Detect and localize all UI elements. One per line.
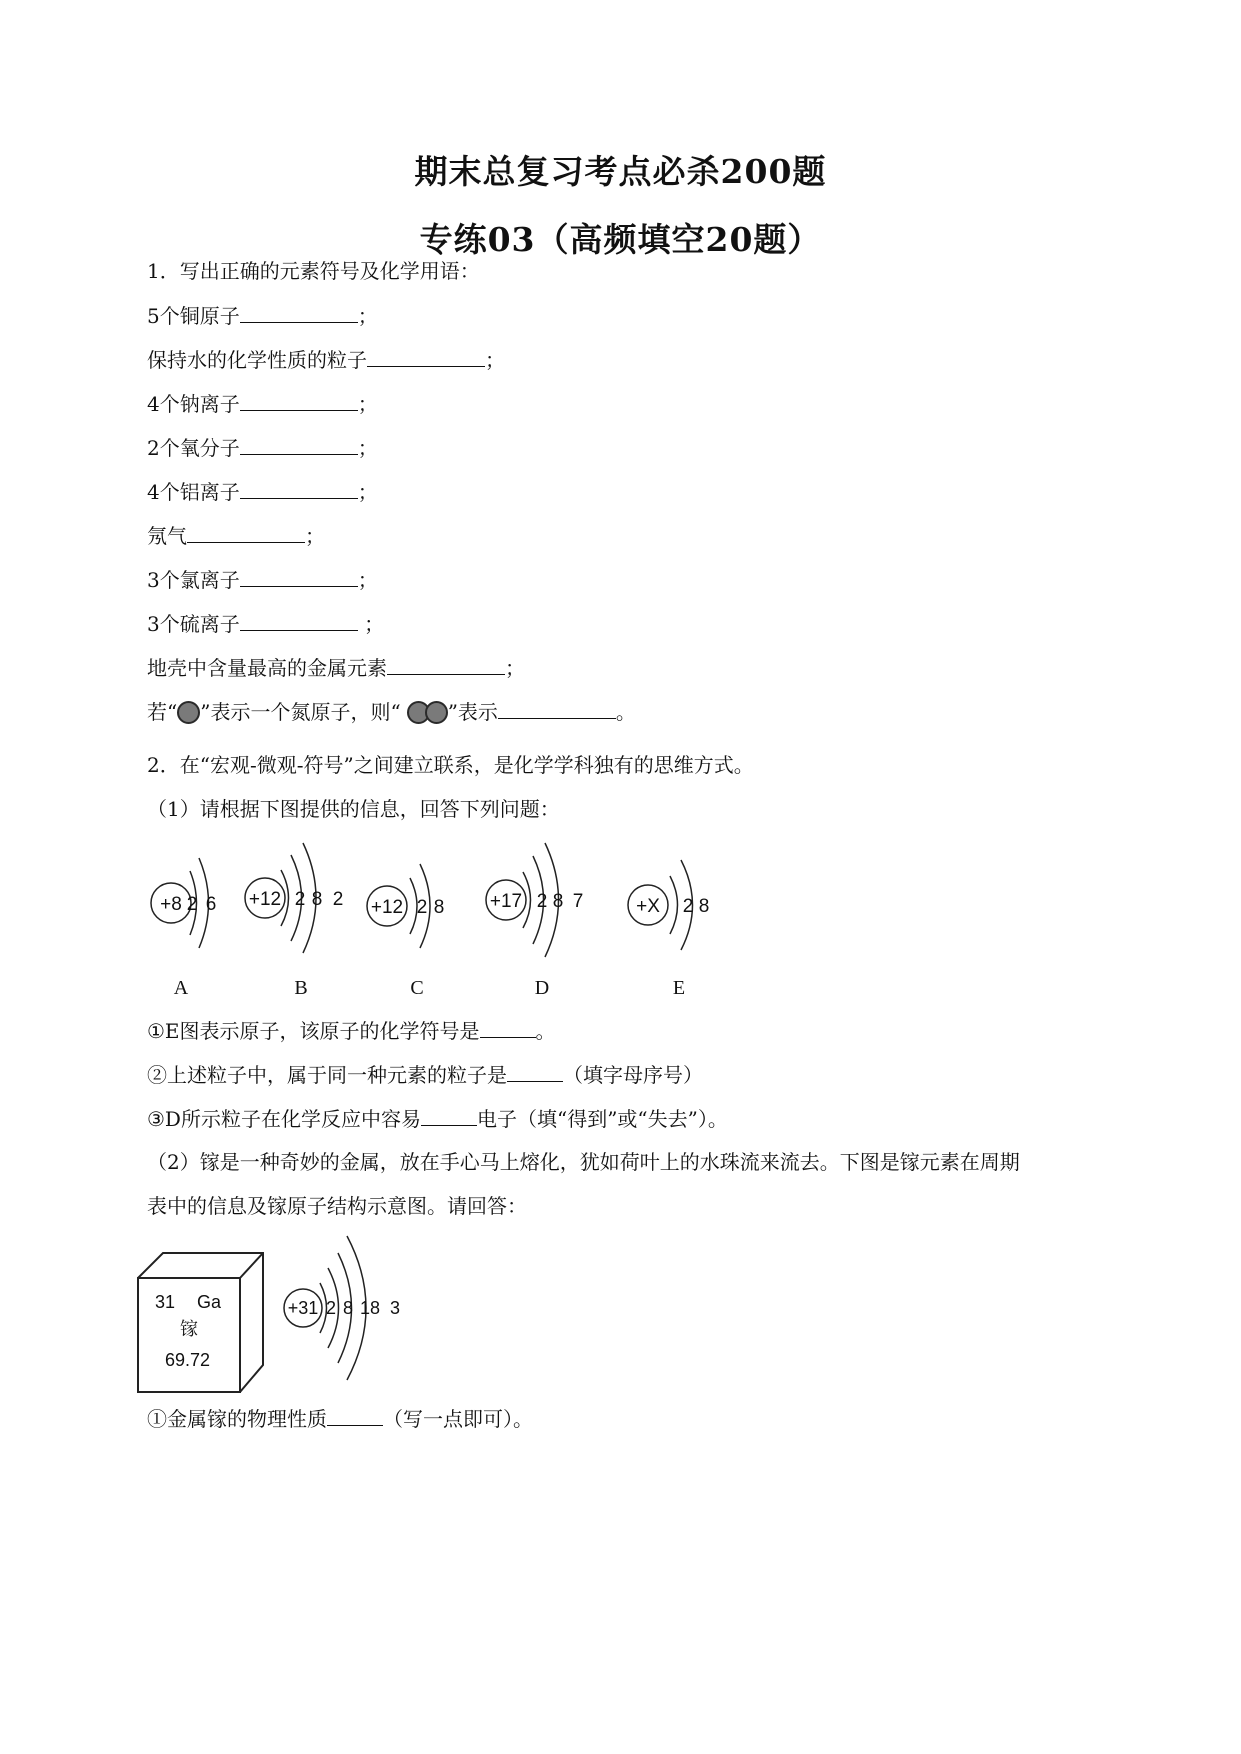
atomic-mass: 69.72 bbox=[165, 1350, 211, 1370]
nucleus-charge: +12 bbox=[248, 889, 282, 910]
q2-sub-3: ③D所示粒子在化学反应中容易 电子（填“得到”或“失去”）。 bbox=[147, 1107, 728, 1131]
q1-item-5: 4个铝离子 ； bbox=[147, 480, 378, 504]
nitrogen-atom-icon bbox=[177, 701, 200, 724]
q1-item-3: 4个钠离子 ； bbox=[147, 392, 378, 416]
q2-sub-2: ②上述粒子中，属于同一种元素的粒子是 （填字母序号） bbox=[147, 1063, 703, 1087]
shell-electrons: 3 bbox=[389, 1298, 401, 1318]
q1-item-10: 若“ ”表示一个氮原子，则“ ”表示 。 bbox=[147, 700, 636, 724]
answer-blank[interactable] bbox=[187, 522, 305, 543]
answer-blank[interactable] bbox=[507, 1061, 563, 1082]
element-symbol: Ga bbox=[197, 1292, 222, 1312]
atomic-number: 31 bbox=[155, 1292, 176, 1312]
question-2-part-1: （1）请根据下图提供的信息，回答下列问题： bbox=[147, 797, 560, 821]
diagram-label: E bbox=[672, 977, 686, 999]
q1-item-9: 地壳中含量最高的金属元素 ； bbox=[147, 656, 525, 680]
shell-electrons: 8 bbox=[433, 897, 445, 918]
answer-blank[interactable] bbox=[480, 1017, 536, 1038]
shell-electrons: 18 bbox=[359, 1298, 381, 1318]
shell-electrons: 6 bbox=[205, 894, 217, 915]
shell-electrons: 2 bbox=[536, 891, 548, 912]
question-2-part-2-line-1: （2）镓是一种奇妙的金属，放在手心马上熔化，犹如荷叶上的水珠流来流去。下图是镓元素在周期 bbox=[147, 1150, 1020, 1174]
answer-blank[interactable] bbox=[498, 698, 616, 719]
answer-blank[interactable] bbox=[387, 654, 505, 675]
nucleus-charge: +31 bbox=[287, 1298, 319, 1318]
nitrogen-atom-icon bbox=[425, 701, 448, 724]
diagram-label: A bbox=[173, 977, 189, 999]
shell-electrons: 2 bbox=[325, 1298, 337, 1318]
atom-structure-diagrams bbox=[140, 828, 820, 1008]
q1-item-2: 保持水的化学性质的粒子 ； bbox=[147, 348, 505, 372]
answer-blank[interactable] bbox=[421, 1105, 477, 1126]
nucleus-charge: +X bbox=[636, 896, 660, 917]
diagram-label: B bbox=[294, 977, 308, 999]
answer-blank[interactable] bbox=[240, 302, 358, 323]
shell-electrons: 8 bbox=[342, 1298, 354, 1318]
shell-electrons: 7 bbox=[572, 891, 584, 912]
question-1-stem: 1．写出正确的元素符号及化学用语： bbox=[147, 259, 480, 283]
page-title: 期末总复习考点必杀200题 bbox=[414, 152, 827, 191]
q2-sub-1: ①E图表示原子，该原子的化学符号是 。 bbox=[147, 1019, 556, 1043]
shell-electrons: 2 bbox=[416, 897, 428, 918]
shell-electrons: 8 bbox=[552, 891, 564, 912]
answer-blank[interactable] bbox=[367, 346, 485, 367]
shell-electrons: 2 bbox=[186, 894, 198, 915]
q1-item-4: 2个氧分子 ； bbox=[147, 436, 378, 460]
question-2-part-2-line-2: 表中的信息及镓原子结构示意图。请回答： bbox=[147, 1194, 527, 1218]
answer-blank[interactable] bbox=[240, 610, 358, 631]
question-2-stem: 2．在“宏观-微观-符号”之间建立联系，是化学学科独有的思维方式。 bbox=[147, 753, 754, 777]
nucleus-charge: +8 bbox=[160, 894, 182, 915]
shell-electrons: 2 bbox=[332, 889, 344, 910]
element-cube bbox=[138, 1253, 263, 1392]
answer-blank[interactable] bbox=[327, 1405, 383, 1426]
shell-electrons: 2 bbox=[294, 889, 306, 910]
answer-blank[interactable] bbox=[240, 566, 358, 587]
nucleus-charge: +17 bbox=[489, 891, 523, 912]
q1-item-8: 3个硫离子 ； bbox=[147, 612, 385, 636]
shell-electrons: 8 bbox=[698, 896, 710, 917]
answer-blank[interactable] bbox=[240, 478, 358, 499]
page-subtitle: 专练03（高频填空20题） bbox=[419, 220, 822, 259]
q1-item-6: 氖气 ； bbox=[147, 524, 325, 548]
element-name: 镓 bbox=[180, 1319, 198, 1339]
answer-blank[interactable] bbox=[240, 390, 358, 411]
shell-electrons: 2 bbox=[682, 896, 694, 917]
q1-item-7: 3个氯离子 ； bbox=[147, 568, 378, 592]
q2-sub-4: ①金属镓的物理性质 （写一点即可）。 bbox=[147, 1407, 533, 1431]
shell-electrons: 8 bbox=[311, 889, 323, 910]
nucleus-charge: +12 bbox=[370, 897, 404, 918]
answer-blank[interactable] bbox=[240, 434, 358, 455]
diagram-label: C bbox=[410, 977, 424, 999]
diagram-label: D bbox=[534, 977, 550, 999]
q1-item-1: 5个铜原子 ； bbox=[147, 304, 378, 328]
